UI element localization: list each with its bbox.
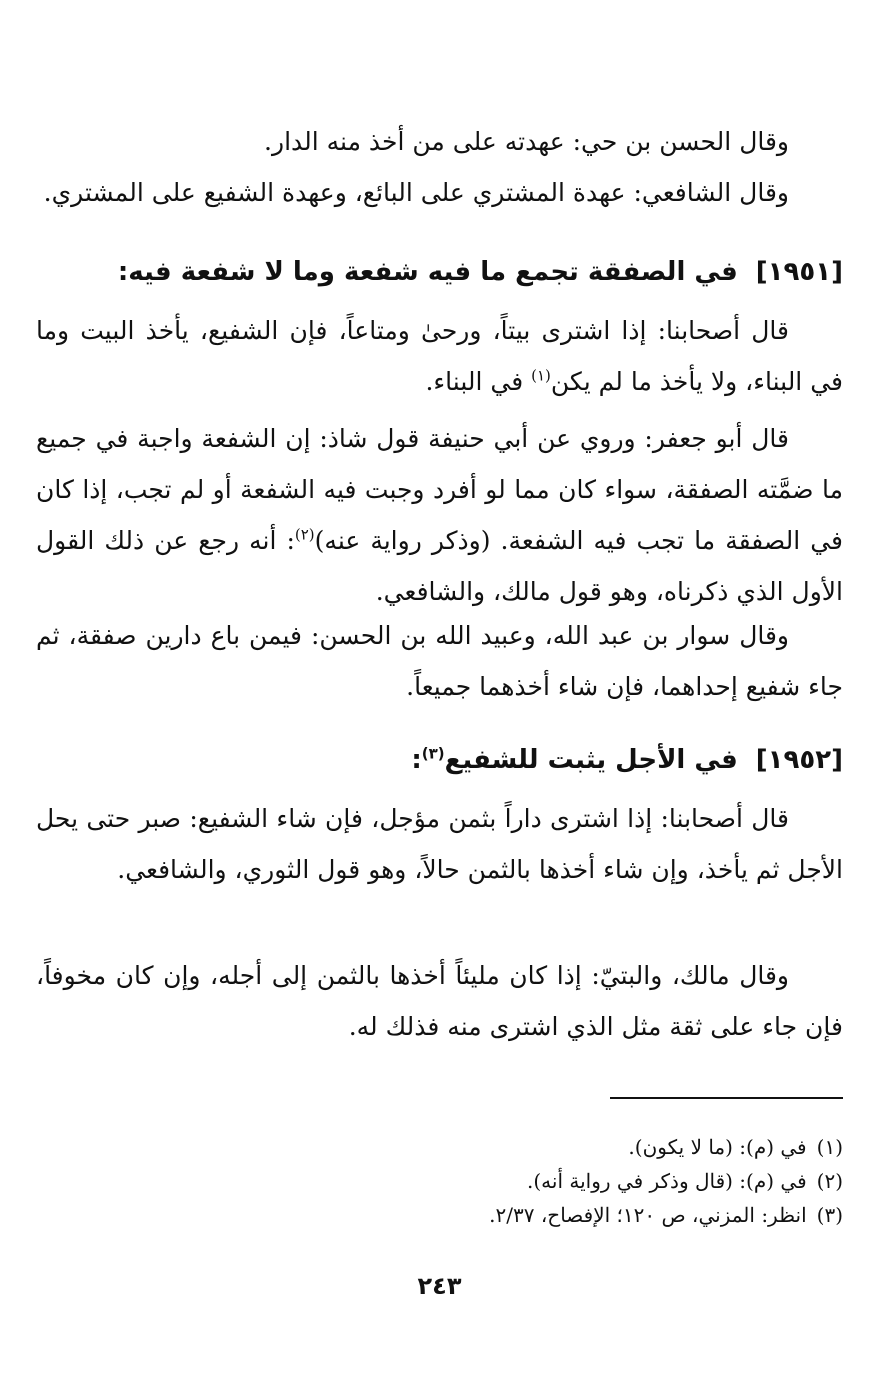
section-title: في الأجل يثبت للشفيع$^{(٣)}$: — [411, 744, 738, 775]
paragraph-ashabuna: قال أصحابنا: إذا اشترى بيتاً، ورحىٰ ومتاعاً، فإن الشفيع، يأخذ البيت وما في البناء، ولا يأخذ ما لم يكن$^{(١)}$ في البناء. — [36, 316, 843, 396]
footnote-ref-2: (٢) — [294, 525, 315, 544]
section-1952-heading — [36, 740, 843, 780]
footnote-1: (١)في (م): (ما لا يكون). — [628, 1135, 843, 1159]
section-1951-sawwar — [36, 610, 843, 712]
paragraph-malik: وقال مالك، والبتيّ: إذا كان مليئاً أخذها بالثمن إلى أجله، وإن كان مخوفاً، فإن جاء على ثقة مثل الذي اشترى منه فذلك له. — [36, 961, 843, 1041]
section-title: في الصفقة تجمع ما فيه شفعة وما لا شفعة فيه: — [117, 257, 738, 287]
paragraph-hasan: وقال الحسن بن حي: عهدته على من أخذ منه الدار. — [264, 127, 789, 156]
paragraph-ashabuna-2: قال أصحابنا: إذا اشترى داراً بثمن مؤجل، فإن شاء الشفيع: صبر حتى يحل الأجل ثم يأخذ، وإن شاء أخذها بالثمن حالاً، وهو قول الثوري، والشافعي. — [36, 804, 843, 884]
section-1951-body — [36, 305, 843, 407]
section-number: [١٩٥٢] — [755, 745, 843, 775]
page-number: ٢٤٣ — [417, 1272, 462, 1300]
section-number: [١٩٥١] — [755, 257, 843, 287]
paragraph-abu-jafar: قال أبو جعفر: وروي عن أبي حنيفة قول شاذ: إن الشفعة واجبة في جميع ما ضمَّته الصفقة، سواء كان مما لو أفرد وجبت فيه الشفعة أو لم تجب، إذا كان في الصفقة ما تجب فيه الشفعة. (وذكر رواية عنه)$^{(٢)}$: أنه رجع عن ذلك القول الأول الذي ذكرناه، وهو قول مالك، والشافعي. — [36, 424, 843, 606]
footnote-divider — [610, 1097, 843, 1099]
intro-paragraphs — [36, 116, 843, 218]
footnote-2: (٢)في (م): (قال وذكر في رواية أنه). — [527, 1169, 843, 1193]
footnote-ref-1: (١) — [531, 366, 551, 385]
section-1952-malik — [36, 950, 843, 1052]
footnote-ref-3: (٣) — [421, 744, 445, 763]
section-1952-body — [36, 793, 843, 895]
footnote-3: (٣)انظر: المزني، ص ١٢٠؛ الإفصاح، ٢/٣٧. — [489, 1203, 843, 1227]
section-1951-heading — [36, 252, 843, 292]
footnotes — [36, 1130, 843, 1232]
section-1951-abu-jafar — [36, 413, 843, 617]
paragraph-shafii: وقال الشافعي: عهدة المشتري على البائع، وعهدة الشفيع على المشتري. — [43, 178, 789, 207]
paragraph-sawwar: وقال سوار بن عبد الله، وعبيد الله بن الحسن: فيمن باع دارين صفقة، ثم جاء شفيع إحداهما، فإن شاء أخذهما جميعاً. — [36, 621, 843, 701]
